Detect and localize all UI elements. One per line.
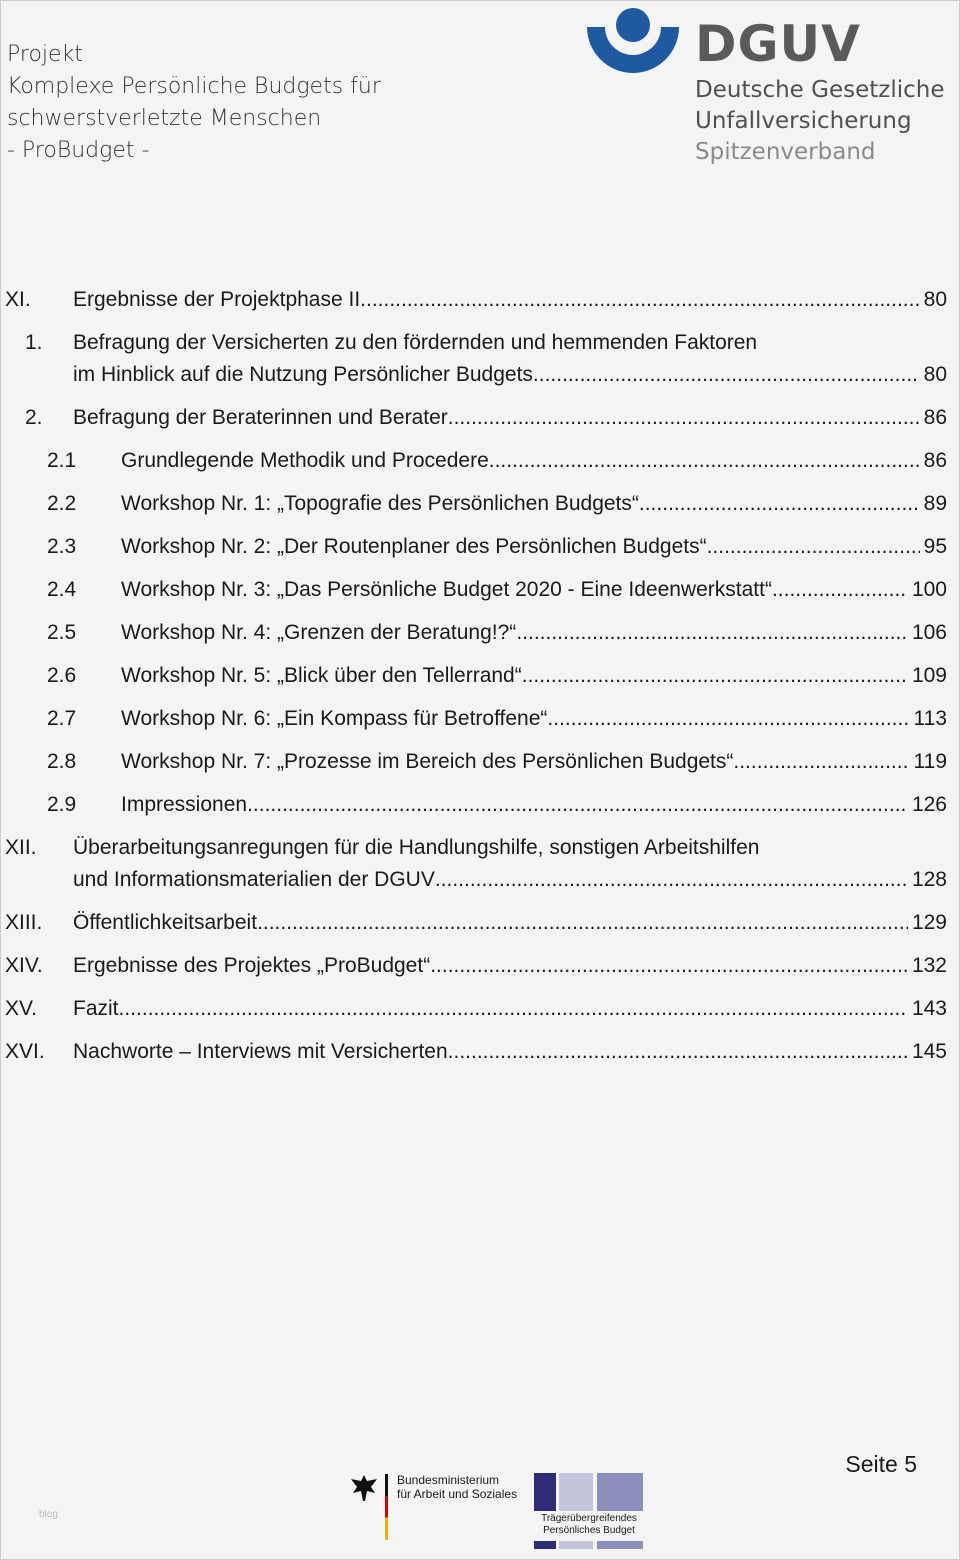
toc-page: 95 xyxy=(923,535,947,558)
toc-page: 109 xyxy=(911,664,947,687)
bmas-logo xyxy=(349,1471,529,1546)
toc-title: im Hinblick auf die Nutzung Persönlicher Budgets xyxy=(73,363,533,386)
bmas-line: Bundesministerium xyxy=(397,1473,500,1487)
toc-title: und Informationsmaterialien der DGUV xyxy=(73,868,435,891)
toc-title: Workshop Nr. 1: „Topografie des Persönlichen Budgets“ xyxy=(121,492,639,515)
toc-title: Befragung der Beraterinnen und Berater xyxy=(73,406,448,429)
toc-entry[interactable] xyxy=(1,488,947,531)
toc-title: Ergebnisse des Projektes „ProBudget“ xyxy=(73,954,431,977)
toc-title: Workshop Nr. 7: „Prozesse im Bereich des Persönlichen Budgets“ xyxy=(121,750,734,773)
toc-page: 119 xyxy=(913,750,947,773)
tpb-line: Trägerübergreifendes xyxy=(541,1513,637,1524)
toc-number: 2.1 xyxy=(47,449,77,472)
toc-title: Fazit xyxy=(73,997,119,1020)
toc-page: 145 xyxy=(911,1040,947,1063)
toc-number: 2.2 xyxy=(47,492,77,515)
toc-number: 2.9 xyxy=(47,793,77,816)
toc-entry[interactable] xyxy=(1,402,947,445)
toc-title: Ergebnisse der Projektphase II xyxy=(73,288,361,311)
table-of-contents xyxy=(1,284,947,1079)
dot-leader xyxy=(435,864,908,896)
page-number: Seite 5 xyxy=(845,1451,917,1477)
flag-bar xyxy=(385,1474,388,1540)
toc-page: 80 xyxy=(923,363,947,386)
toc-page: 86 xyxy=(923,406,947,429)
watermark: blog xyxy=(39,1509,58,1520)
project-line: schwerstverletzte Menschen xyxy=(7,106,322,131)
toc-entry[interactable] xyxy=(1,907,947,950)
toc-entry[interactable] xyxy=(1,746,947,789)
tpb-logo xyxy=(533,1471,645,1551)
toc-number: XVI. xyxy=(5,1040,45,1063)
dot-leader xyxy=(257,907,908,939)
toc-entry[interactable] xyxy=(1,445,947,488)
project-line: Projekt xyxy=(7,42,83,67)
logo-line: Unfallversicherung xyxy=(695,108,912,134)
tpb-line: Persönliches Budget xyxy=(543,1525,635,1536)
toc-title: Impressionen xyxy=(121,793,248,816)
toc-title: Befragung der Versicherten zu den fördernden und hemmenden Faktoren xyxy=(73,331,758,354)
dot-leader xyxy=(448,1036,908,1068)
project-line: Komplexe Persönliche Budgets für xyxy=(7,74,381,99)
toc-number: 2.7 xyxy=(47,707,77,730)
dot-leader xyxy=(448,402,920,434)
toc-entry[interactable] xyxy=(1,832,947,907)
toc-number: 2.3 xyxy=(47,535,77,558)
bmas-line: für Arbeit und Soziales xyxy=(397,1487,518,1501)
dot-leader xyxy=(430,950,908,982)
logo-name: DGUV xyxy=(695,15,861,73)
toc-title: Nachworte – Interviews mit Versicherten xyxy=(73,1040,448,1063)
toc-title: Workshop Nr. 6: „Ein Kompass für Betroffene“ xyxy=(121,707,548,730)
logo-line: Spitzenverband xyxy=(695,139,876,165)
dot-leader xyxy=(119,993,908,1025)
dot-leader xyxy=(772,574,908,606)
dot-leader xyxy=(489,445,920,477)
project-line: - ProBudget - xyxy=(7,138,150,163)
dot-leader xyxy=(547,703,909,735)
toc-page: 113 xyxy=(913,707,947,730)
toc-title: Überarbeitungsanregungen für die Handlungshilfe, sonstigen Arbeitshilfen xyxy=(73,836,760,859)
toc-number: XI. xyxy=(5,288,31,311)
dot-leader xyxy=(360,284,919,316)
toc-entry[interactable] xyxy=(1,1036,947,1079)
toc-title: Öffentlichkeitsarbeit xyxy=(73,911,258,934)
project-title xyxy=(7,39,381,167)
toc-number: 2.4 xyxy=(47,578,77,601)
toc-title: Workshop Nr. 4: „Grenzen der Beratung!?“ xyxy=(121,621,517,644)
toc-number: XV. xyxy=(5,997,37,1020)
toc-entry[interactable] xyxy=(1,617,947,660)
toc-page: 106 xyxy=(911,621,947,644)
toc-page: 128 xyxy=(911,868,947,891)
toc-entry[interactable] xyxy=(1,993,947,1036)
toc-title: Workshop Nr. 3: „Das Persönliche Budget 2020 - Eine Ideenwerkstatt“ xyxy=(121,578,772,601)
toc-number: 2.8 xyxy=(47,750,77,773)
toc-number: 2. xyxy=(25,406,43,429)
toc-number: 2.5 xyxy=(47,621,77,644)
toc-page: 129 xyxy=(911,911,947,934)
logo-line: Deutsche Gesetzliche xyxy=(695,77,945,103)
dot-leader xyxy=(639,488,920,520)
toc-entry[interactable] xyxy=(1,660,947,703)
toc-page: 86 xyxy=(923,449,947,472)
toc-entry[interactable] xyxy=(1,703,947,746)
toc-number: XIV. xyxy=(5,954,43,977)
toc-number: XII. xyxy=(5,836,37,859)
toc-entry[interactable] xyxy=(1,327,947,402)
toc-entry[interactable] xyxy=(1,284,947,327)
dot-leader xyxy=(247,789,908,821)
toc-entry[interactable] xyxy=(1,950,947,993)
dot-leader xyxy=(533,359,920,391)
toc-page: 143 xyxy=(911,997,947,1020)
toc-entry[interactable] xyxy=(1,574,947,617)
toc-entry[interactable] xyxy=(1,789,947,832)
toc-title: Workshop Nr. 2: „Der Routenplaner des Persönlichen Budgets“ xyxy=(121,535,707,558)
dguv-emblem-icon xyxy=(585,5,681,75)
toc-page: 89 xyxy=(923,492,947,515)
dguv-logo xyxy=(585,5,960,165)
toc-page: 126 xyxy=(911,793,947,816)
dot-leader xyxy=(522,660,908,692)
dot-leader xyxy=(707,531,920,563)
toc-page: 80 xyxy=(923,288,947,311)
toc-number: 1. xyxy=(25,331,43,354)
federal-eagle-icon xyxy=(349,1473,379,1503)
toc-entry[interactable] xyxy=(1,531,947,574)
toc-number: XIII. xyxy=(5,911,43,934)
toc-title: Grundlegende Methodik und Procedere xyxy=(121,449,489,472)
toc-number: 2.6 xyxy=(47,664,77,687)
dot-leader xyxy=(516,617,908,649)
dot-leader xyxy=(733,746,909,778)
toc-title: Workshop Nr. 5: „Blick über den Tellerrand“ xyxy=(121,664,522,687)
toc-page: 100 xyxy=(911,578,947,601)
toc-page: 132 xyxy=(911,954,947,977)
